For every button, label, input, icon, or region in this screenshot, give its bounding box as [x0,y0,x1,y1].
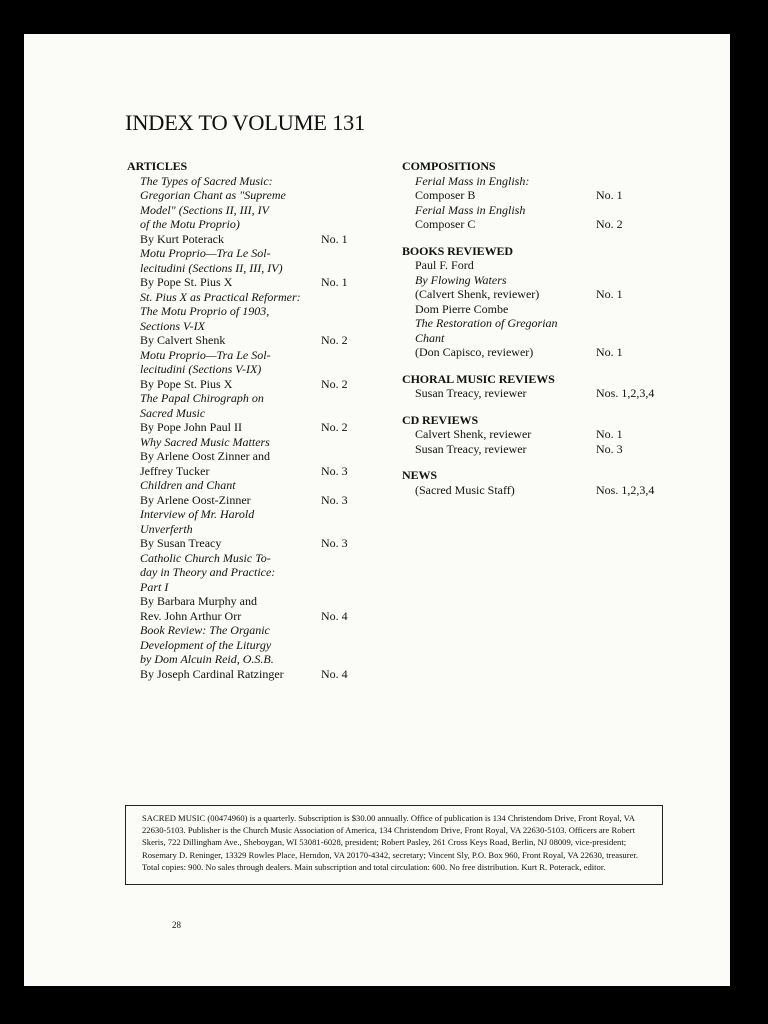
issue-number: No. 3 [321,492,348,507]
entry-author-line: By Arlene Oost-Zinner [140,492,251,507]
entry-title-line: Interview of Mr. Harold [140,507,255,521]
issue-number: No. 1 [596,287,623,301]
index-entry [402,442,692,457]
entry-author-line: By Pope St. Pius X [140,275,233,289]
right-column [402,159,692,509]
section-heading: COMPOSITIONS [402,159,496,173]
entry-author-line: Dom Pierre Combe [415,301,509,316]
entry-title-line: of the Motu Proprio) [140,217,240,231]
entry-title-line: lecitudini (Sections II, III, IV) [140,260,283,275]
entry-author-line: Rev. John Arthur Orr [140,608,242,623]
index-entry [127,174,397,247]
index-entry [402,174,692,203]
entry-title-line: Part I [140,579,169,594]
entry-author-line: By Calvert Shenk [140,333,226,347]
entry-title-line: Development of the Liturgy [140,637,272,652]
entry-author-line: Composer C [415,217,476,231]
entry-title-line: Model" (Sections II, III, IV [140,202,269,217]
index-entry [127,435,397,479]
entry-author-line: Paul F. Ford [415,258,474,272]
section-heading: NEWS [402,468,437,482]
entry-title-line: Children and Chant [140,478,236,492]
left-column [127,159,397,693]
index-entry [127,391,397,435]
entry-author-line: By Joseph Cardinal Ratzinger [140,666,284,681]
entry-title-line: Motu Proprio—Tra Le Sol- [140,246,271,260]
index-entry [402,427,692,442]
entry-title-line: Ferial Mass in English [415,202,526,217]
entry-author-line: (Sacred Music Staff) [415,482,515,497]
entry-title-line: The Papal Chirograph on [140,391,264,405]
entry-author-line: By Kurt Poterack [140,231,224,246]
entry-title-line: Sacred Music [140,405,206,420]
index-section-cd-reviews [402,413,692,457]
issue-number: No. 1 [321,231,348,246]
section-heading: BOOKS REVIEWED [402,243,513,258]
entry-author-line: (Don Capisco, reviewer) [415,345,534,359]
entry-title-line: St. Pius X as Practical Reformer: [140,289,301,304]
index-section-news [402,468,692,497]
entry-author-line: By Pope St. Pius X [140,376,233,391]
issue-number: No. 2 [321,420,348,434]
entry-title-line: The Types of Sacred Music: [140,173,273,188]
index-entry [127,551,397,624]
index-entry [127,348,397,392]
index-section-articles [127,159,397,681]
issue-number: No. 3 [596,441,623,456]
entry-title-line: day in Theory and Practice: [140,565,276,579]
index-entry [402,258,692,302]
entry-title-line: Chant [415,330,445,345]
entry-title-line: The Motu Proprio of 1903, [140,304,270,318]
entry-author-line: By Susan Treacy [140,536,222,550]
section-heading: CHORAL MUSIC REVIEWS [402,371,555,386]
section-heading: CD REVIEWS [402,412,479,427]
entry-title-line: Book Review: The Organic [140,623,270,637]
issue-number: No. 2 [321,376,348,391]
issue-number: No. 1 [596,345,623,359]
entry-title-line: by Dom Alcuin Reid, O.S.B. [140,652,274,666]
index-entry [402,386,692,401]
index-entry [402,302,692,360]
issue-number: No. 1 [596,188,623,202]
index-entry [127,246,397,290]
page-title: INDEX TO VOLUME 131 [125,110,365,135]
entry-author-line: By Barbara Murphy and [140,594,257,608]
entry-title-line: By Flowing Waters [415,272,507,287]
entry-author-line: (Calvert Shenk, reviewer) [415,287,540,301]
issue-number: No. 1 [596,427,623,441]
issue-number: No. 2 [321,333,348,347]
section-heading: ARTICLES [127,159,188,173]
issue-number: No. 3 [321,463,348,478]
entry-author-line: Calvert Shenk, reviewer [415,427,532,441]
document-page [24,34,730,986]
issue-number: Nos. 1,2,3,4 [596,482,655,497]
entry-author-line: Jeffrey Tucker [140,463,210,478]
entry-title-line: lecitudini (Sections V-IX) [140,362,262,376]
entry-title-line: Catholic Church Music To- [140,550,271,565]
index-section-books-reviewed [402,244,692,360]
index-entry [402,483,692,498]
entry-title-line: The Restoration of Gregorian [415,316,558,330]
index-entry [127,623,397,681]
entry-title-line: Sections V-IX [140,318,205,333]
issue-number: No. 3 [321,536,348,550]
index-section-compositions [402,159,692,232]
page-number: 28 [172,920,181,930]
entry-title-line: Ferial Mass in English: [415,173,530,188]
entry-author-line: By Pope John Paul II [140,420,242,434]
entry-author-line: Susan Treacy, reviewer [415,386,527,400]
issue-number: No. 4 [321,608,348,623]
entry-author-line: By Arlene Oost Zinner and [140,449,270,463]
index-entry [402,203,692,232]
index-entry [127,290,397,348]
index-entry [127,507,397,551]
index-entry [127,478,397,507]
issue-number: No. 1 [321,275,348,289]
entry-title-line: Unverferth [140,521,193,536]
issue-number: Nos. 1,2,3,4 [596,386,655,400]
index-section-choral-music-reviews [402,372,692,401]
issue-number: No. 4 [321,666,348,681]
entry-title-line: Motu Proprio—Tra Le Sol- [140,347,271,362]
publication-notice: SACRED MUSIC (00474960) is a quarterly. Subscription is $30.00 annually. Office of publication is 134 Christendom Drive, Front Royal, VA 22630-5103. Publisher is the Church Music Association of America, 134 Christendom Drive, Front Royal, VA 22630-5103. Officers are Robert Skeris, 722 Dillingham Ave., Sheboygan, WI 53081-6028, president; Robert Pasley, 261 Cross Keys Road, Berlin, NJ 08009, vice-president; Rosemary D. Reninger, 13329 Rowles Place, Herndon, VA 20170-4342, secretary; Vincent Sly, P.O. Box 960, Front Royal, VA 22630, treasurer. Total copies: 900. No sales through dealers. Main subscription and total circulation: 600. No free distribution. Kurt R. Poterack, editor. [125,805,663,885]
issue-number: No. 2 [596,217,623,231]
entry-author-line: Composer B [415,188,476,202]
entry-title-line: Why Sacred Music Matters [140,434,270,449]
entry-title-line: Gregorian Chant as "Supreme [140,188,286,202]
entry-author-line: Susan Treacy, reviewer [415,441,527,456]
